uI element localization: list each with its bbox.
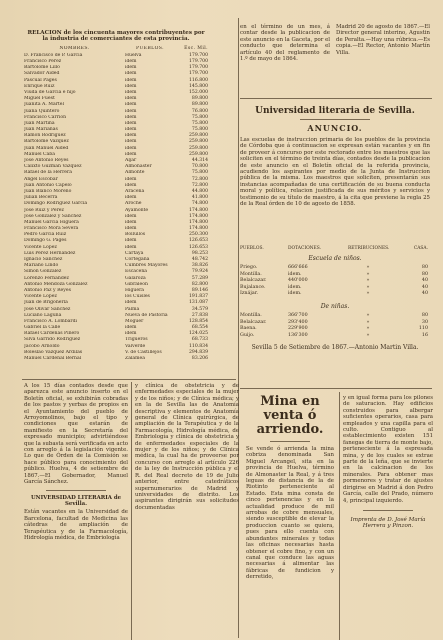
mina-heading: Mina en venta ó arriendo. [256,394,324,437]
contributor-town: Aljar [125,158,137,163]
right-top-block [240,24,430,62]
contributor-town: idem [125,89,137,95]
school-fees: » [366,313,370,319]
contributor-town: Huelva [125,52,142,58]
contributor-town: idem [125,325,137,331]
school-salary: 366'700 [288,313,308,319]
sevilla-signature: Sevilla 5 de Setiembre de 1867.—Antonio Martin Villa. [251,344,419,352]
contributor-amount: 174.800 [189,207,208,213]
section-divider [22,379,236,380]
table-row [240,333,430,339]
contributor-name: Juan Blanco Moreno [24,188,72,194]
mina-right-text: y en igual forma para los pilones de saturacion. Hay edificios construidos para albergar suficientes operarios, casa para empleados y una capilla para el culto. Contiguo al establecimiento existen 151 fanegas de tierra de monte bajo, perteneciente á la espresada mina, y de los cuales se extrae parte de la leña, que se invierte en la calcinacion de los minerales. Para obtener mas pormenores y tratar de ajustes dirigirse en Madrid á don Pedro García, calle del Prado, número 4, principal izquierdo. [343,395,433,504]
contributor-town: idem [125,77,137,83]
contributor-amount: 179.700 [189,59,208,64]
school-house: 30 [421,319,428,325]
title-divider [300,119,370,120]
school-fees: » [366,278,370,284]
school-salary: idem. [288,271,302,277]
school-town: Montilla. [240,313,262,319]
header-names: NOMBRES. [59,45,90,51]
school-fees: » [366,319,370,325]
contributor-town: idem [125,176,137,182]
contributor-town: Aracena [125,188,145,194]
anuncio-heading: ANUNCIO. [307,123,363,133]
contributor-town: idem [125,114,137,120]
contributor-town: idem [125,244,137,250]
contributor-amount: 152.000 [189,89,208,95]
contributor-amount: 250.300 [189,232,208,238]
contributor-amount: 128.854 [189,318,208,324]
contributor-town: idem [125,133,137,139]
contributor-name: Enrique Ruiz [24,83,55,89]
contributor-name: Vicente Lopez [24,294,57,300]
contributor-name: Mariano Lindo [24,263,59,269]
contributor-town: idem [125,120,137,126]
contributor-amount: 82.800 [191,281,208,287]
school-house: 16 [421,332,428,338]
contributor-town: Escacena [125,269,148,275]
contributor-town: idem [125,83,137,89]
contributor-town: Cartaya [125,250,144,256]
section-divider [46,490,106,491]
contributor-town: Trigueros [125,337,148,343]
school-salary: idem. [288,291,302,297]
contributor-name: Julian Becerra [24,195,58,201]
contributor-town: Bollullos [125,232,146,238]
contributor-town: idem [125,213,137,219]
contributor-town: Cumbres Mayores [125,263,168,269]
contributor-name: Calixto Guzman Vazquez [24,164,82,170]
contributor-name: Silva Garrido Rodriguez [24,337,81,343]
contributor-name: José Antonio Reyes [24,158,69,163]
school-fees: » [366,291,370,297]
contributor-name: Lorenzo Fernandez [24,275,69,281]
contributor-town: Gibraleon [125,281,148,287]
contributor-name: Ignacio Sanchez [24,257,63,262]
contributor-amount: 179.700 [189,52,208,58]
school-town: Priego. [240,265,258,271]
contributor-amount: 131.087 [189,300,208,306]
heading-divider [270,441,310,442]
contributor-amount: 68.733 [191,337,208,343]
list-rows [24,53,208,362]
contributor-town: idem [125,219,137,225]
contributor-name: Domingo Rodriguez Garcia [24,201,88,207]
contributor-amount: 74.800 [191,201,208,207]
list-header [24,46,208,51]
contributor-amount: 44.314 [191,158,208,163]
contributor-amount: 124.025 [189,331,208,337]
left-bottom-column [24,383,128,541]
school-salary: 229'900 [288,326,308,332]
contributor-town: idem [125,226,137,232]
contributor-amount: 44.800 [191,188,208,194]
contributor-amount: 89.800 [191,96,208,102]
header-retribuciones: RETRIBUCIONES. [348,246,390,251]
contributor-town: Ayamonte [125,207,149,213]
school-house: 40 [421,278,428,284]
school-house: 40 [421,284,428,290]
school-house: 110 [418,326,428,332]
contributor-name: Gabriel la Calle [24,325,61,331]
contributor-amount: 83.206 [191,356,208,361]
school-fees: » [366,271,370,277]
term-text: en el término de un mes, á contar desde la publicacion de este anuncio en la Gaceta, por el conducto que determina el artículo 40 del reglamento de 1.º de mayo de 1864. [240,24,330,63]
contributor-name: Luis Perez Hernandez [24,250,76,256]
contributor-name: Francisco Perez [24,59,62,64]
girls-title: De niñas. [320,303,350,311]
contributor-name: Salvador Aided [24,71,60,77]
header-amount: Esc. Mil. [184,45,208,51]
contributor-town: los Cuisles [125,294,150,300]
contributor-amount: 75.800 [191,114,208,120]
contributor-amount: 70.800 [191,164,208,170]
contributor-amount: 126.653 [189,244,208,250]
school-house: 80 [421,313,428,319]
girls-rows [240,313,430,339]
school-town: Guijo. [240,332,255,338]
contributor-amount: 68.554 [191,325,208,331]
contributor-name: Simon Gonzalez [24,269,62,275]
school-fees: » [366,284,370,290]
school-town: Iznájar. [240,291,259,297]
contributor-name: Luciano Laguna [24,312,62,318]
contributor-town: idem [125,238,137,244]
contributor-name: Juan de Brigonerla [24,300,68,306]
subasta-notice: A los 15 días contados desde que aparezca este anuncio inserto en el Boletín oficial, se exhibirán cobradas de los pastos y yerbas de propios en el Ayuntamiento del pueblo de Arroyomolinos, bajo el tipo y condiciones que estarán de manifiesto en la Secretaría del expresado municipio; advirtiéndose que la subasta será verificada en acto con arreglo á la legislación vigente. Lo que de Órden de la Comisión se hace público para conocimiento del público. Huelva, 4 de setiembre de 1867.—El Gobernador, Manuel García Sánchez. [24,383,128,486]
contributor-amount: 294.839 [189,349,208,355]
contributor-amount: 259.800 [189,139,208,145]
univ-text-left: Están vacantes en la Universidad de Barcelona, facultad de Medicina las cátedras de ampliación de Terapéutica y de la Farmacología, Hidrología médica, de Embriología [24,509,128,541]
contributor-name: Juan Manuel Aided [24,145,69,151]
section-divider [240,98,432,99]
contributor-amount: 72.800 [191,182,208,188]
contributor-name: Juan Martina [24,120,55,126]
contributor-amount: 48.742 [191,257,208,262]
contributor-amount: 110.834 [189,343,208,349]
boys-rows [240,265,430,297]
contributor-town: idem [125,96,137,102]
contributor-town: Moguer [125,318,144,324]
contributor-name: Manuel Caba [24,151,55,157]
schools-header [240,246,430,252]
mina-ad-continued [343,395,433,530]
university-announcement [240,106,430,207]
contributor-name: Juana Quintero [24,108,60,114]
contributor-amount: 72.800 [191,176,208,182]
contributor-town: idem [125,145,137,151]
contributor-name: Bartolomé Vázquez [24,139,69,145]
header-casa: CASA. [413,246,428,251]
contributor-town: Cortegana [125,257,150,262]
contributor-town: idem [125,102,137,108]
contributor-town: idem [125,59,137,64]
contributor-amount: 259.800 [189,151,208,157]
contributor-name: Rafael de la Herrera [24,170,72,176]
contributor-name: Antonio Paz y Reyes [24,287,71,293]
contributor-amount: 98.253 [191,250,208,256]
contributor-amount: 27.838 [191,312,208,318]
contributor-name: Antonio Mendoza Gonzalez [24,281,88,287]
contributor-name: Domingo G. Pagés [24,238,67,244]
school-salary: 293'400 [288,319,308,325]
contributor-amount: 76.800 [191,108,208,114]
contributor-town: V. de Castillejos [125,349,162,355]
contributor-name: Rafael Cárdenas Pinero [24,331,80,337]
contributor-town: idem [125,195,137,201]
madrid-signature: Madrid 20 de agosto de 1867.—El Director general interino, Agustin de Peralta.—Hay una rúbrica.—Es copia.—El Rector, Antonio Martín Villa. [336,24,430,56]
contributor-name: Pascual Pagés [24,77,57,83]
mina-text: Se vende ó arrienda la mina cobriza denominada San Miguel Arcangel, sita en la provincia de Huelva, término de Almonaster la Real, y á tres leguas de distancia de la de Riotinto perteneciente al Estado. Esta mina consta de cinco pertenencias y en la actualidad produce de mil arrobas de cobre mensuales, siendo susceptible de elevar la produccion cuanto se quiera, pues para ello cuenta con abundantes minerales y todas las oficinas necesarias hasta obtener el cobre fino, y con un canal que conduce las aguas necesarias á alimentar las fábricas de fundicion y derretido, [246,446,334,581]
contributor-name: Pedro Garcia Ruiz [24,232,67,238]
school-town: Belalcazar. [240,278,267,284]
contributor-amount: 79.924 [191,269,208,275]
contributor-town: idem [125,65,137,71]
contributor-name: Viuda de Garcia é hijo [24,89,76,95]
contributor-amount: 145.800 [189,83,208,89]
school-town: Bujalance. [240,284,266,290]
contributor-amount: 89.146 [191,287,208,293]
contributor-name: Manuel Garcia Higuera [24,219,79,225]
column-divider [238,18,239,638]
contributor-name: Bartolomé Lillo [24,65,60,71]
table-row [240,291,430,297]
contributor-town: Valverde [125,343,146,349]
contributor-name: Vicente Lopez [24,244,57,250]
contributor-amount: 75.800 [191,127,208,133]
contributor-name: José Ruiz y Perez [24,207,64,213]
contributor-name: Ramon Rodriguez [24,133,66,139]
contributor-name: Angel Escobar [24,176,58,182]
contributor-amount: 75.800 [191,170,208,176]
column-divider [131,382,132,640]
contributor-name: Manuel Cardenal Bernal [24,356,82,361]
contributor-town: Almonaster [125,164,152,170]
contributor-town: Galaroza [125,275,146,281]
contributor-amount: 116.800 [189,77,208,83]
contributor-town: Aroche [125,201,142,207]
contributor-amount: 179.700 [189,71,208,77]
contributor-town: Nueva de Pastoria [125,312,168,318]
column-divider [339,392,340,640]
school-salary: 136'300 [288,332,308,338]
contributor-name: D. Francisco de P. Garcia [24,52,83,58]
contributor-town: idem [125,182,137,188]
contributor-name: Juan Antonio Capelo [24,182,72,188]
contributor-amount: 174.800 [189,213,208,219]
schools-table [240,246,430,351]
contributor-town: idem [125,71,137,77]
contributor-amount: 179.700 [189,65,208,71]
contributor-name: Juanita A. Martel [24,102,64,108]
imprenta: Imprenta de D. José María Herrera y Pinzon. [350,516,426,530]
header-dotaciones: DOTACIONES. [288,246,321,251]
contributor-amount: 89.800 [191,102,208,108]
univ-title: Universidad literaria de Sevilla. [255,106,415,116]
school-fees: » [366,332,370,338]
catedras-text: y clínica de obstetricia y de enfermedades especiales de la mujer y de los niños; y de Clínica médica; y en la de Sevilla las de Anatomía descriptiva y elementos de Anatomía general de Clínica quirúrgica, de ampliación de la Terapéutica y de la Farmacología, Hidrología médica, de Embriología y clínica de obstetricia y de enfermedades especiales de la mujer y de los niños; y de Clínica médica, la cual ha de proveerse por concurso con arreglo al artículo 226 de la ley de Instrucción pública y el R. del Real decreto de 19 de Julio anterior, entre catedráticos supernumerarios de Madrid y universidades de distrito. Los aspirantes dirigirán sus solicitudes documentadas [135,383,239,511]
contributor-amount: 34.579 [191,306,208,312]
section-divider [363,510,413,511]
school-salary: idem. [288,284,302,290]
contributor-name: Francisco Carrion [24,114,67,120]
contributor-town: idem [125,108,137,114]
contributor-amount: 75.800 [191,120,208,126]
school-salary: 440'000 [288,278,308,284]
contributor-amount: 174.800 [189,219,208,225]
mina-ad [246,395,334,581]
header-towns: PUEBLOS. [135,45,165,51]
contributor-amount: 191.837 [189,294,208,300]
boys-title: Escuela de niños. [308,255,362,263]
header-pueblos: PUEBLOS. [240,246,264,251]
contributor-amount: 57.289 [191,275,208,281]
school-town: Montilla. [240,271,262,277]
contributor-name: Francisco Mora Severa [24,226,79,232]
contributor-amount: 126.653 [189,238,208,244]
school-town: Belalcazar. [240,319,267,325]
contributor-town: idem [125,331,137,337]
contributor-town: Higuera [125,287,145,293]
school-salary: 666'666 [288,265,308,271]
contributor-name: José González y Sanchez [24,213,82,219]
anuncio-text: Las escuelas de instruccion primaria de los pueblos de la provincia de Córdoba que á continuacion se expresan están vacantes y en fin de proveer á concurso por este rectorado entre los maestros que las soliciten en el término de treinta días, contados desde la publicacion de este anuncio en el Boletín oficial de la referida provincia, acudiendo los aspirantes por medio de la Junta de Instruccion pública de la misma. Los maestros que soliciten, presentarán sus instancias acompañadas de una certificación de su buena conducta moral y política, relacion justificada de sus méritos y servicios y testimonio de su título de maestro, á la cita que previene la regla 25 de la Real órden de 10 de agosto de 1858. [240,137,430,208]
school-fees: » [366,265,370,271]
middle-bottom-column [135,383,239,511]
contributor-name: José Olivar Sanchez [24,306,71,312]
contributor-town: Almonte [125,170,145,176]
contributors-list [24,30,208,362]
contributor-amount: 38.826 [191,263,208,269]
contributor-town: Zalamea [125,356,145,361]
contributor-amount: 41.800 [191,195,208,201]
contributor-town: idem [125,139,137,145]
contributor-town: idem [125,151,137,157]
list-title: RELACION de los cincuenta mayores contribuyentes por la industria de comerciantes de esta provincia. [27,30,205,43]
contributor-name: Juan Marianas [24,127,58,133]
school-house: 80 [421,265,428,271]
contributor-town: idem [125,127,137,133]
contributor-name: Miguel Fuest [24,96,55,102]
contributor-name: Boleslao Vazquez Ardilas [24,349,83,355]
table-row [24,356,208,362]
contributor-name: Francisco A. Lombardi [24,318,77,324]
school-town: Baena. [240,326,257,332]
contributor-town: Palma [125,306,140,312]
univ-heading-left: UNIVERSIDAD LITERARIA de Sevilla. [30,494,122,507]
school-house: 80 [421,271,428,277]
contributor-amount: 259.800 [189,133,208,139]
school-house: 40 [421,291,428,297]
school-fees: » [366,326,370,332]
contributor-amount: 259.800 [189,145,208,151]
contributor-amount: 174.800 [189,226,208,232]
contributor-town: idem [125,300,137,306]
contributor-name: Jacobo Arnoldo [24,343,60,349]
section-divider [240,388,432,389]
